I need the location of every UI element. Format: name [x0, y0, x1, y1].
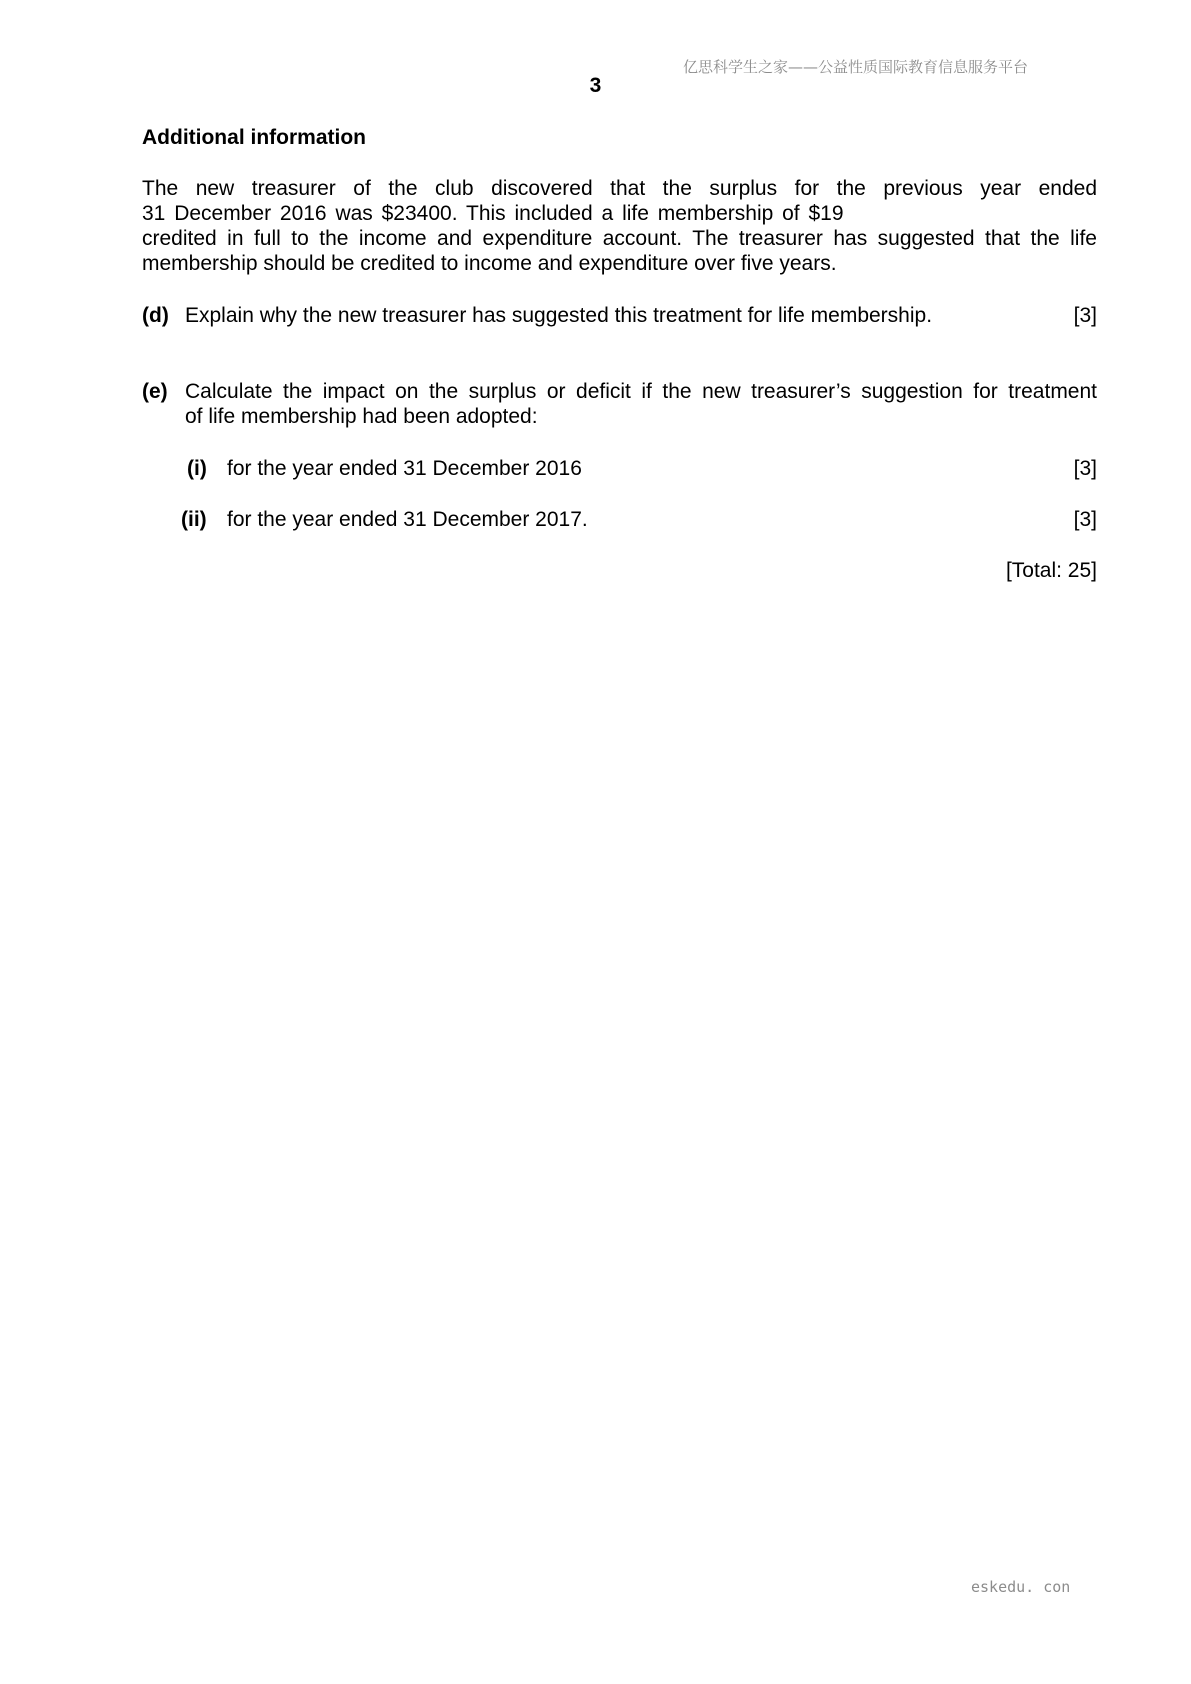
marks: [3] [1073, 508, 1097, 531]
section-heading: Additional information [142, 126, 366, 149]
question-text: Explain why the new treasurer has suggested this treatment for life membership. [185, 304, 933, 327]
intro-line: credited in full to the income and expenditure account. The treasurer has suggested that the life [142, 227, 1097, 250]
question-label: (d) [142, 304, 169, 327]
marks: [3] [1073, 457, 1097, 480]
intro-paragraph [142, 176, 1097, 276]
page-number: 3 [589, 74, 602, 97]
intro-line: The new treasurer of the club discovered that the surplus for the previous year ended [142, 177, 1097, 200]
total-marks: [Total: 25] [1005, 559, 1097, 582]
subquestion-text: for the year ended 31 December 2017. [227, 508, 588, 531]
watermark-footer: eskedu. con [971, 1578, 1071, 1596]
marks: [3] [1073, 304, 1097, 327]
watermark-header: 亿思科学生之家——公益性质国际教育信息服务平台 [683, 58, 1029, 76]
question-line: Calculate the impact on the surplus or deficit if the new treasurer’s suggestion for treatment [185, 380, 1097, 403]
subquestion-text: for the year ended 31 December 2016 [227, 457, 582, 480]
question-text [185, 379, 1097, 429]
question-label: (e) [142, 380, 168, 403]
subquestion-label: (i) [187, 457, 207, 480]
intro-line: membership should be credited to income and expenditure over five years. [142, 252, 837, 275]
intro-line: 31 December 2016 was $23400. This included a life membership of $19 [142, 202, 844, 225]
subquestion-label: (ii) [181, 508, 207, 531]
question-line: of life membership had been adopted: [185, 405, 538, 428]
